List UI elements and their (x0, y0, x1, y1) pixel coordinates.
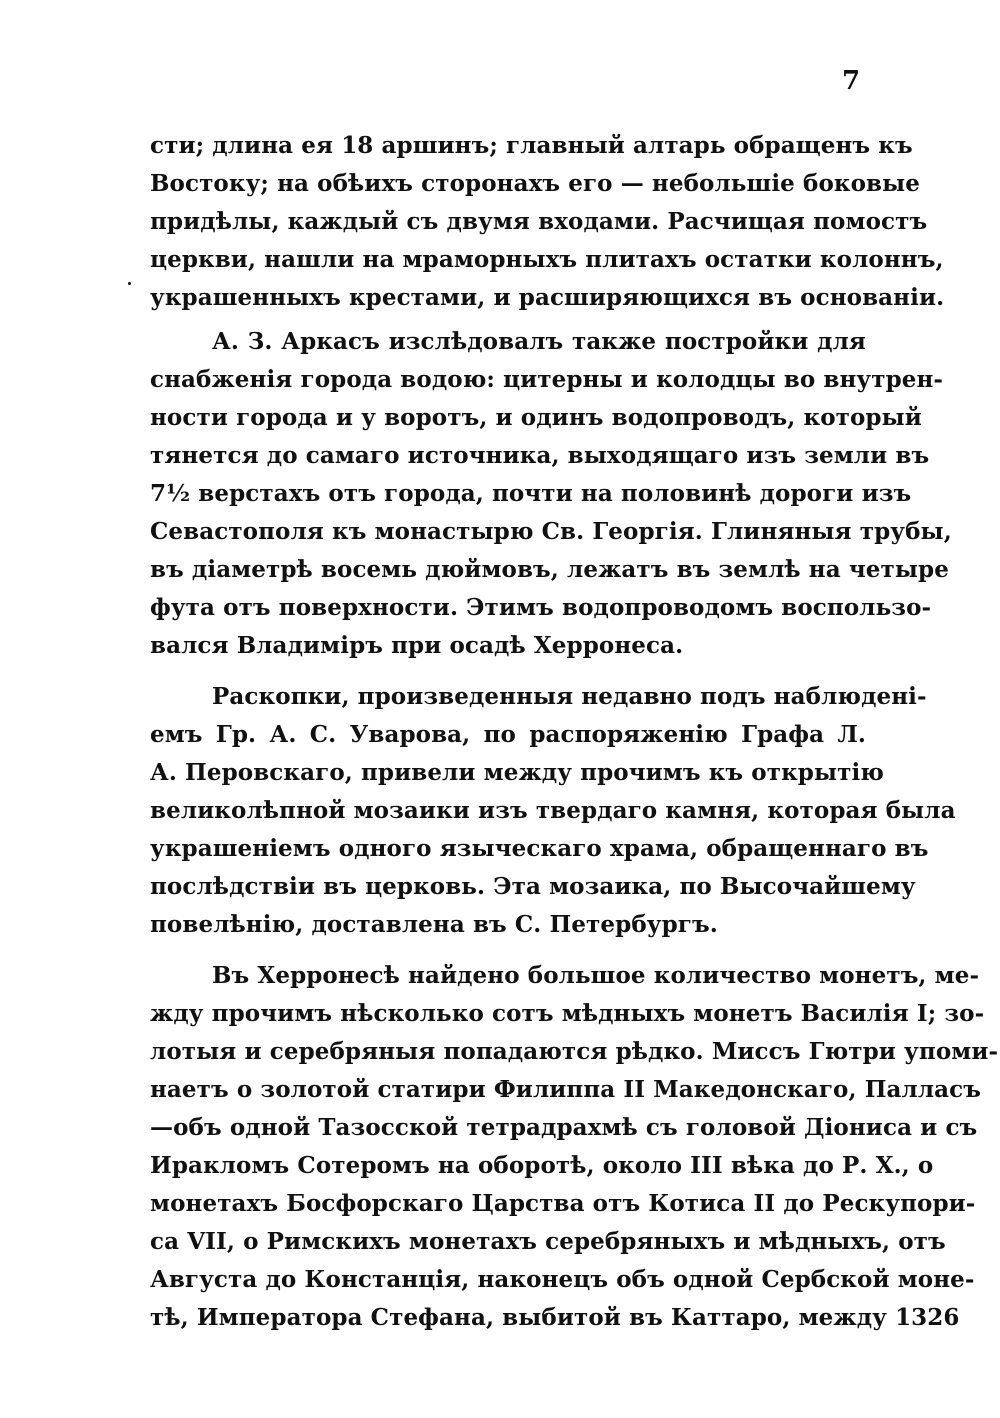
text-line: монетахъ Босфорскаго Царства отъ Котиса II до Рескупори- (150, 1190, 976, 1217)
paragraph-gap (150, 665, 866, 678)
text-line: лотыя и серебряныя попадаются рѣдко. Миссъ Гютри упоми- (150, 1038, 999, 1065)
text-line: церкви, нашли на мраморныхъ плитахъ остатки колоннъ, (150, 246, 944, 273)
text-line: Августа до Констанція, наконецъ объ одной Сербской моне- (150, 1266, 975, 1293)
text-line: А. З. Аркасъ изслѣдовалъ также постройки для (212, 328, 866, 355)
margin-mark (128, 282, 131, 285)
text-line: 7½ верстахъ отъ города, почти на половинѣ дороги изъ (150, 480, 912, 507)
text-line: тянется до самаго источника, выходящаго изъ земли въ (150, 442, 930, 469)
paragraph-gap (150, 944, 866, 957)
text-line: снабженія города водою: цитерны и колодцы во внутрен- (150, 366, 944, 393)
page-text (150, 127, 999, 1337)
text-line: Севастополя къ монастырю Св. Георгія. Глиняныя трубы, (150, 518, 952, 545)
text-line: А. Перовскаго, привели между прочимъ къ открытію (150, 759, 884, 786)
text-line: Въ Херронесѣ найдено большое количество монетъ, ме- (212, 962, 980, 989)
text-line: наетъ о золотой статири Филиппа II Македонскаго, Палласъ (150, 1076, 982, 1103)
text-line: —объ одной Тазосской тетрадрахмѣ съ головой Діониса и съ (150, 1114, 978, 1141)
text-line: придѣлы, каждый съ двумя входами. Расчищая помостъ (150, 208, 928, 235)
text-line: въ діаметрѣ восемь дюймовъ, лежатъ въ землѣ на четыре (150, 556, 949, 583)
text-line: послѣдствіи въ церковь. Эта мозаика, по Высочайшему (150, 873, 916, 900)
text-line: сти; длина ея 18 аршинъ; главный алтарь обращенъ къ (150, 132, 913, 159)
text-line: фута отъ поверхности. Этимъ водопроводомъ воспользо- (150, 594, 932, 621)
text-line: вался Владиміръ при осадѣ Херронеса. (150, 632, 684, 659)
text-line: са VII, о Римскихъ монетахъ серебряныхъ и мѣдныхъ, отъ (150, 1228, 946, 1255)
text-line: Востоку; на обѣихъ сторонахъ его — небольшіе боковые (150, 170, 921, 197)
paragraph-3 (150, 678, 956, 944)
text-line: украшеніемъ одного языческаго храма, обращеннаго въ (150, 835, 929, 862)
page-number: 7 (842, 66, 861, 96)
paragraph-4 (150, 957, 999, 1337)
text-line: Иракломъ Сотеромъ на оборотѣ, около III вѣка до Р. Х., о (150, 1152, 934, 1179)
text-line: великолѣпной мозаики изъ твердаго камня, которая была (150, 797, 956, 824)
text-line: украшенныхъ крестами, и расширяющихся въ основаніи. (150, 284, 945, 311)
paragraph-1 (150, 127, 945, 317)
text-line: Раскопки, произведенныя недавно подъ наблюдені- (212, 683, 927, 710)
text-line: тѣ, Императора Стефана, выбитой въ Каттаро, между 1326 (150, 1304, 960, 1331)
text-line: повелѣнію, доставлена въ С. Петербургъ. (150, 911, 718, 938)
text-line: жду прочимъ нѣсколько сотъ мѣдныхъ монетъ Василія I; зо- (150, 1000, 985, 1027)
text-line: ности города и у воротъ, и одинъ водопроводъ, который (150, 404, 922, 431)
text-line: емъ Гр. А. С. Уварова, по распоряженію Графа Л. (150, 721, 866, 748)
paragraph-2 (150, 323, 952, 665)
